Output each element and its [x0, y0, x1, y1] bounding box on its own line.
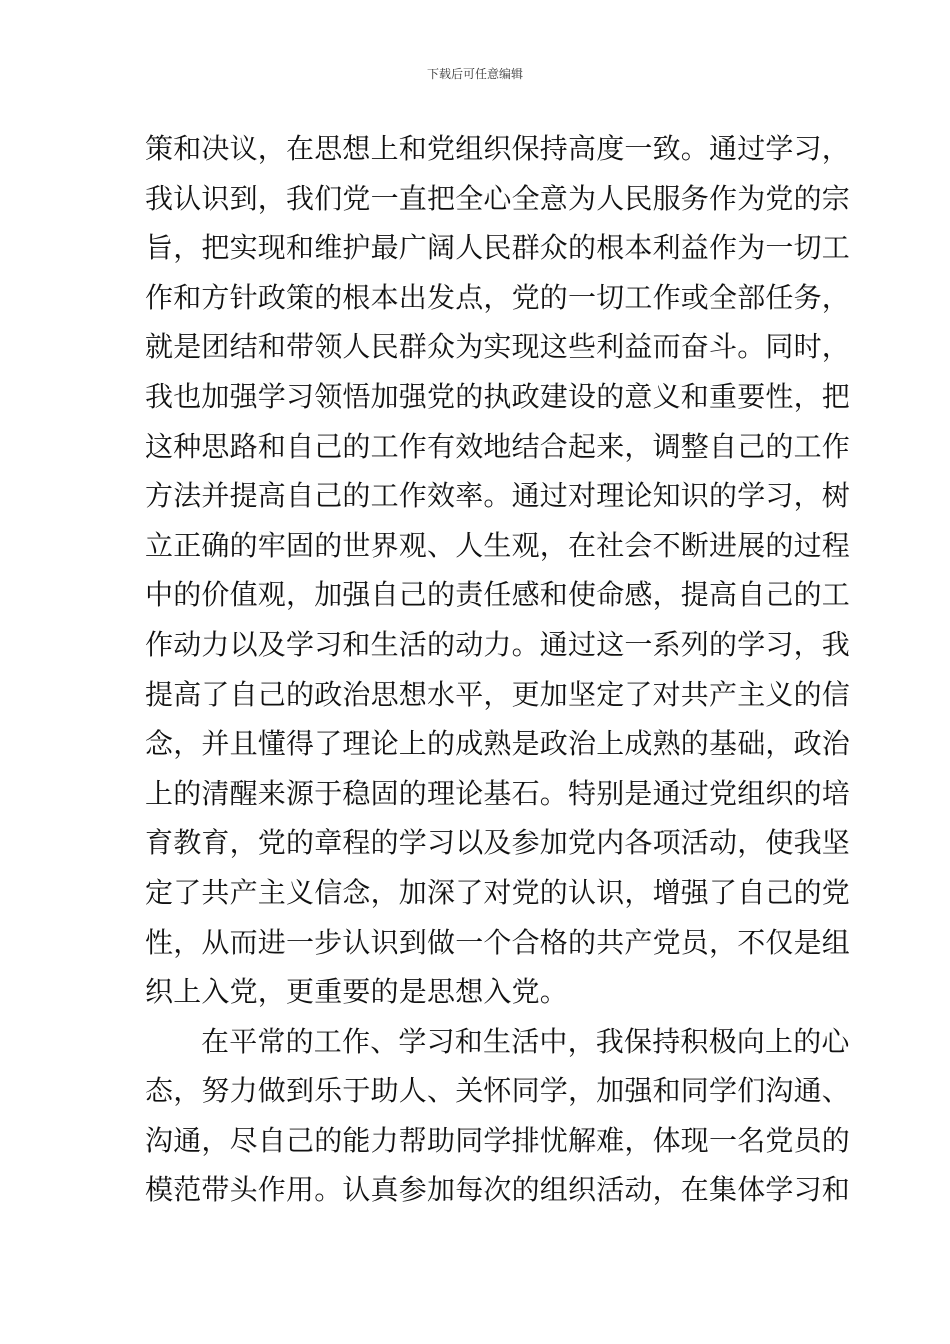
text-line: 念，并且懂得了理论上的成熟是政治上成熟的基础，政治	[145, 727, 851, 761]
text-line: 方法并提高自己的工作效率。通过对理论知识的学习，树	[145, 479, 851, 513]
text-line: 旨，把实现和维护最广阔人民群众的根本利益作为一切工	[145, 231, 851, 265]
text-line: 这种思路和自己的工作有效地结合起来，调整自己的工作	[145, 429, 851, 463]
document-body	[145, 124, 851, 1215]
text-line: 性，从而进一步认识到做一个合格的共产党员，不仅是组	[145, 925, 851, 959]
paragraph-first-line: 在平常的工作、学习和生活中，我保持积极向上的心	[201, 1024, 850, 1058]
text-line: 立正确的牢固的世界观、人生观，在社会不断进展的过程	[145, 528, 851, 562]
text-line: 上的清醒来源于稳固的理论基石。特别是通过党组织的培	[145, 776, 851, 810]
text-line: 策和决议，在思想上和党组织保持高度一致。通过学习，	[145, 132, 851, 165]
page-header: 下载后可任意编辑	[426, 67, 523, 81]
text-line: 定了共产主义信念，加深了对党的认识，增强了自己的党	[145, 875, 851, 909]
text-line: 就是团结和带领人民群众为实现这些利益而奋斗。同时，	[145, 330, 851, 364]
text-line: 沟通，尽自己的能力帮助同学排忧解难，体现一名党员的	[145, 1123, 851, 1157]
text-line: 提高了自己的政治思想水平，更加坚定了对共产主义的信	[145, 677, 851, 711]
text-line: 我也加强学习领悟加强党的执政建设的意义和重要性，把	[145, 379, 851, 413]
text-line: 模范带头作用。认真参加每次的组织活动，在集体学习和	[145, 1173, 851, 1207]
text-line: 育教育，党的章程的学习以及参加党内各项活动，使我坚	[145, 826, 851, 860]
text-line: 织上入党，更重要的是思想入党。	[145, 975, 569, 1009]
text-line: 中的价值观，加强自己的责任感和使命感，提高自己的工	[145, 578, 851, 612]
text-line: 作动力以及学习和生活的动力。通过这一系列的学习，我	[145, 627, 851, 661]
text-line: 作和方针政策的根本出发点，党的一切工作或全部任务，	[145, 280, 851, 314]
text-line: 态，努力做到乐于助人、关怀同学，加强和同学们沟通、	[145, 1074, 851, 1108]
text-line: 我认识到，我们党一直把全心全意为人民服务作为党的宗	[145, 181, 851, 215]
